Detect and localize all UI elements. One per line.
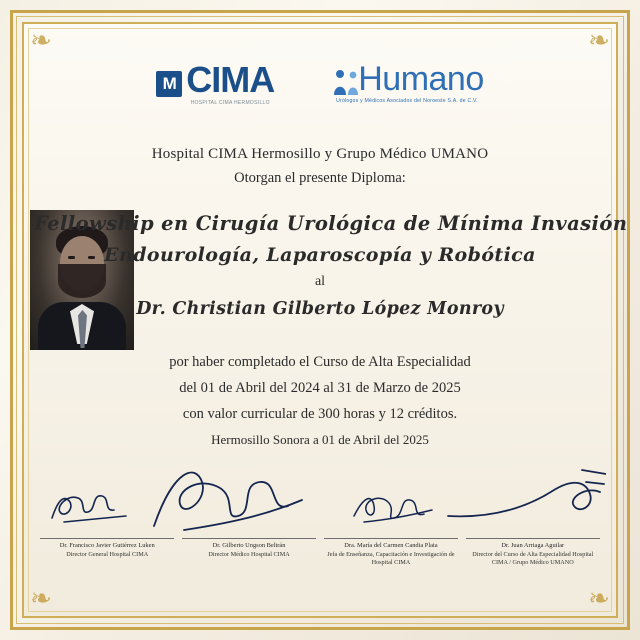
body-line-3: con valor curricular de 300 horas y 12 créditos. xyxy=(182,406,458,422)
issuer-header xyxy=(34,146,606,187)
signature-rule xyxy=(324,538,458,539)
award-body xyxy=(34,354,606,432)
signatory-name: Dr. Gilberto Ungson Beltrán xyxy=(212,542,286,549)
signature-block xyxy=(324,538,458,567)
award-title-line-1: Fellowship en Cirugía Urológica de Mínima Invasión xyxy=(34,212,628,235)
recipient-name: Dr. Christian Gilberto López Monroy xyxy=(136,299,504,319)
signatory-role: Director General Hospital CIMA xyxy=(66,550,149,558)
award-title-line-2: Endourología, Laparoscopía y Robótica xyxy=(104,244,536,266)
signature-columns xyxy=(34,538,606,567)
cima-logo-subtitle: HOSPITAL CIMA HERMOSILLO xyxy=(190,100,270,106)
signature-block xyxy=(466,538,600,567)
humano-wordmark: Humano xyxy=(358,60,484,98)
signature-area xyxy=(34,460,606,580)
signatory-role: Director del Curso de Alta Especialidad Hospital CIMA / Grupo Médico UMANO xyxy=(472,550,594,566)
signatory-name: Dra. María del Carmen Candia Plata xyxy=(344,542,438,549)
signatory-role: Jefa de Enseñanza, Capacitación e Investigación de Hospital CIMA xyxy=(327,550,455,566)
cima-logo xyxy=(156,59,275,106)
humano-logo xyxy=(330,62,484,104)
body-line-2: del 01 de Abril del 2024 al 31 de Marzo de 2025 xyxy=(179,380,461,396)
corner-ornament-icon: ❧ xyxy=(588,584,610,613)
humano-logo-subtitle: Urólogos y Médicos Asociados del Noroeste S.A. de C.V. xyxy=(336,98,478,104)
signature-block xyxy=(182,538,316,567)
handwritten-signatures xyxy=(34,460,606,536)
award-connector: al xyxy=(314,274,326,289)
signatory-role: Director Médico Hospital CIMA xyxy=(208,550,290,558)
signatory-name: Dr. Francisco Javier Gutiérrez Luken xyxy=(59,542,155,549)
signature-rule xyxy=(182,538,316,539)
place-and-date: Hermosillo Sonora a 01 de Abril del 2025 xyxy=(211,432,429,447)
grant-line: Otorgan el presente Diploma: xyxy=(234,170,406,186)
cima-wordmark: CIMA xyxy=(186,59,275,100)
signature-rule xyxy=(466,538,600,539)
corner-ornament-icon: ❧ xyxy=(588,26,610,55)
signature-block xyxy=(40,538,174,567)
body-line-1: por haber completado el Curso de Alta Especialidad xyxy=(169,354,471,370)
issuer-line: Hospital CIMA Hermosillo y Grupo Médico UMANO xyxy=(151,146,489,162)
diploma-content xyxy=(34,34,628,606)
logo-row xyxy=(34,59,606,106)
corner-ornament-icon: ❧ xyxy=(30,26,52,55)
cima-mark-icon: M xyxy=(156,71,182,97)
award-block xyxy=(34,212,628,319)
signature-rule xyxy=(40,538,174,539)
signatory-name: Dr. Juan Arriaga Aguilar xyxy=(501,542,565,549)
humano-figures-icon xyxy=(330,69,364,100)
corner-ornament-icon: ❧ xyxy=(30,584,52,613)
